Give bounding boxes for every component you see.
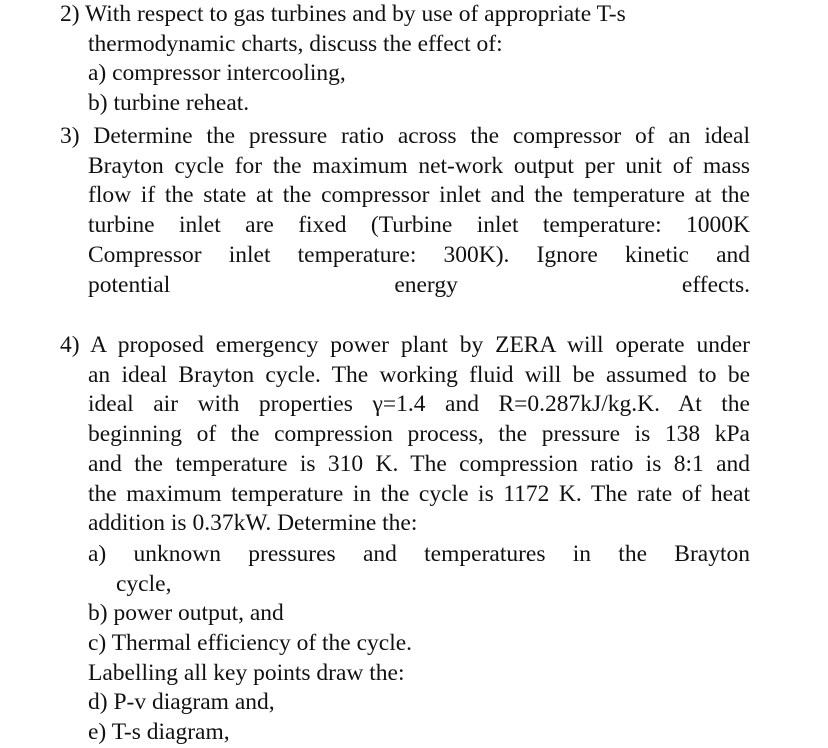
question-2-number: 2): [60, 1, 80, 27]
question-3-line-1: 3) Determine the pressure ratio across the compressor of an ideal: [60, 123, 750, 149]
question-3-line-6: potential energy effects.: [88, 271, 750, 298]
question-2-item-b: b) turbine reheat.: [88, 90, 250, 117]
question-4-item-a-cont: cycle,: [116, 570, 172, 597]
question-3-number: 3): [60, 123, 80, 149]
question-3: [60, 122, 750, 300]
question-4-item-d: d) P-v diagram and,: [88, 689, 275, 716]
question-2: [60, 0, 755, 119]
question-4-line-7: addition is 0.37kW. Determine the:: [88, 510, 418, 537]
question-4-item-a: a) unknown pressures and temperatures in the Brayton: [88, 540, 750, 567]
question-4-item-e: e) T-s diagram,: [88, 719, 230, 746]
question-4: [60, 331, 750, 748]
question-4-line-2: an ideal Brayton cycle. The working fluid will be assumed to be: [88, 361, 750, 388]
question-2-item-a: a) compressor intercooling,: [88, 60, 346, 87]
question-4-line-6: the maximum temperature in the cycle is 1172 K. The rate of heat: [88, 480, 750, 507]
question-4-labelling: Labelling all key points draw the:: [88, 659, 405, 686]
question-2-line-1: 2) With respect to gas turbines and by use of appropriate T-s: [60, 1, 626, 27]
question-4-number: 4): [60, 332, 80, 358]
question-4-line-3: ideal air with properties γ=1.4 and R=0.287kJ/kg.K. At the: [88, 391, 750, 418]
question-3-line-2: Brayton cycle for the maximum net-work output per unit of mass: [88, 152, 750, 179]
question-4-item-c: c) Thermal efficiency of the cycle.: [88, 630, 413, 657]
question-2-line-2: thermodynamic charts, discuss the effect of:: [88, 30, 503, 57]
question-4-line-1: 4) A proposed emergency power plant by ZERA will operate under: [60, 332, 750, 358]
question-4-item-b: b) power output, and: [88, 600, 284, 627]
question-4-line-4: beginning of the compression process, the pressure is 138 kPa: [88, 421, 750, 448]
question-3-line-3: flow if the state at the compressor inlet and the temperature at the: [88, 182, 750, 209]
question-3-line-5: Compressor inlet temperature: 300K). Ignore kinetic and: [88, 241, 750, 268]
question-4-line-5: and the temperature is 310 K. The compression ratio is 8:1 and: [88, 450, 750, 477]
question-3-line-4: turbine inlet are fixed (Turbine inlet temperature: 1000K: [88, 212, 750, 239]
